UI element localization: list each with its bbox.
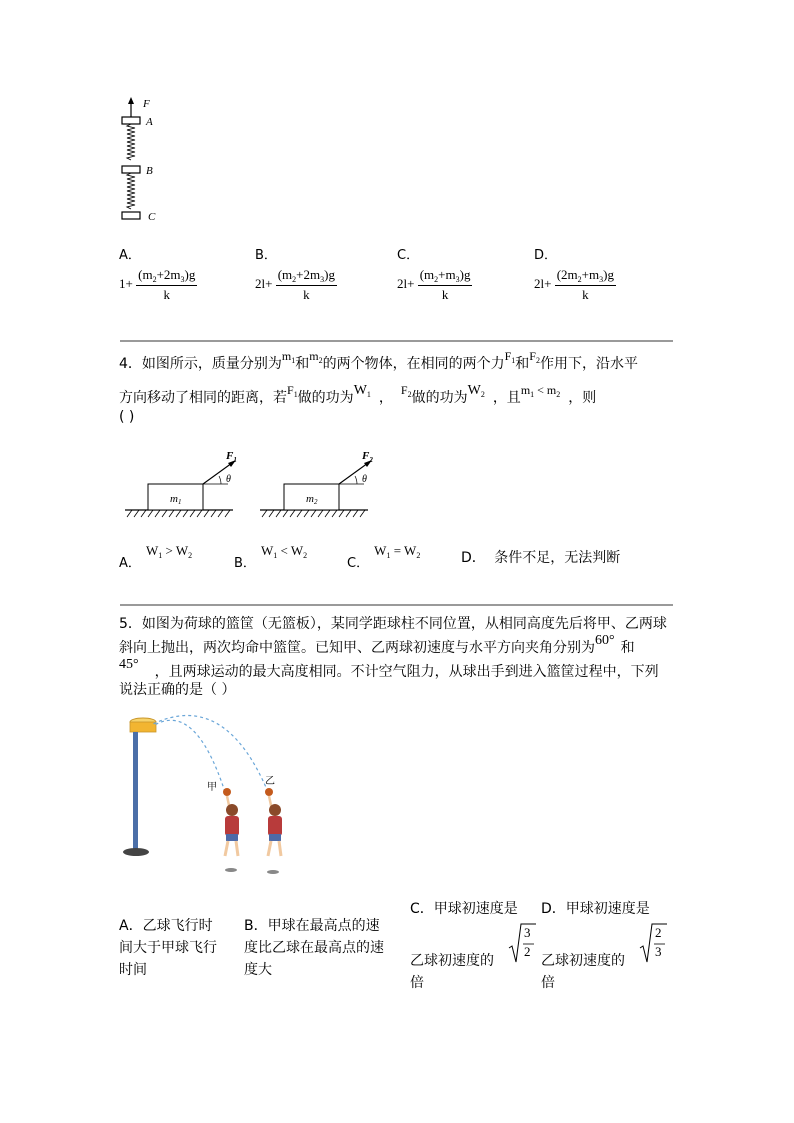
option-line: 乙球初速度的 (541, 953, 625, 969)
formula-prefix: 1+ (119, 275, 133, 291)
num-sub-a: 2 (152, 275, 157, 284)
q5-option-d[interactable] (541, 898, 676, 998)
q4-text: 的两个物体，在相同的两个力 (322, 356, 505, 372)
q4-text: 4．如图所示，质量分别为 (119, 356, 282, 372)
option-label: C． (347, 556, 370, 571)
q5-figure (115, 710, 305, 880)
q4-options (119, 540, 679, 572)
num-term-b: +m (438, 267, 456, 282)
sym-f1: F (504, 349, 512, 363)
q4-option-b[interactable] (234, 540, 308, 571)
num-sub-a: 2 (292, 275, 297, 284)
num-term-a: m (282, 267, 293, 282)
denominator: k (582, 287, 589, 302)
sym-w1: W (353, 383, 367, 398)
num-sub-b: 3 (455, 275, 460, 284)
q4-stem-line1 (119, 349, 638, 381)
opt-lhs-sub: 1 (386, 551, 391, 560)
num-sub-b: 3 (320, 275, 325, 284)
fig-m2: m (306, 493, 314, 505)
q4-text: 作用下，沿水平 (539, 356, 638, 372)
num-sub-b: 3 (599, 275, 604, 284)
option-line: B．甲球在最高点的速 (244, 918, 380, 934)
option-line: C．甲球初速度是 (410, 901, 518, 917)
sym-f1-sub: 1 (511, 356, 516, 365)
q3-option-a[interactable]: A． 1+ $\frac{(m_2+2m_3)g}{k}$ (119, 244, 197, 303)
rad-den: 2 (524, 944, 531, 959)
opt-lhs-sub: 1 (158, 551, 163, 560)
denominator: k (303, 287, 310, 302)
opt-lhs: W (146, 543, 159, 558)
option-line: 时间 (119, 962, 147, 978)
option-line: 乙球初速度的 (410, 953, 494, 969)
fig-m2-sub: 2 (313, 498, 318, 506)
sym-m1-sub: 1 (291, 356, 296, 365)
rad-num: 2 (655, 925, 662, 940)
fig-f1: F (226, 450, 234, 462)
num-sub-a: 2 (577, 275, 582, 284)
option-label: A． (119, 248, 141, 263)
opt-rhs-sub: 2 (188, 551, 193, 560)
sym-f2-sub: 2 (535, 356, 540, 365)
denominator: k (441, 287, 449, 302)
fig-m1-sub: 1 (177, 498, 182, 506)
label-force-f: F (143, 98, 150, 110)
sym-f1-sub: 1 (293, 390, 298, 399)
label-jia: 甲 (207, 782, 217, 793)
q4-text: ，则 (568, 390, 597, 406)
sym-f2: F (400, 383, 408, 397)
svg-text:F2 (361, 450, 373, 464)
spring-figure (110, 95, 180, 225)
option-label: D． (534, 248, 558, 263)
option-label: D． (461, 550, 486, 566)
sym-w2-sub: 2 (480, 390, 485, 399)
rad-num: 3 (524, 925, 531, 940)
option-line: 间大于甲球飞行 (119, 940, 217, 956)
opt-rhs-sub: 2 (416, 551, 421, 560)
sym-f2: F (529, 349, 536, 363)
q4-text: 做的功为 (297, 390, 354, 406)
num-term-a: m (424, 267, 435, 282)
opt-op: < W (277, 543, 304, 558)
angle-60: 60° (595, 633, 615, 648)
option-line: 度比乙球在最高点的速 (244, 940, 384, 956)
q4-text: 和 (515, 356, 530, 372)
radical-sign (508, 922, 536, 966)
label-c: C (148, 211, 156, 223)
formula-prefix: 2l+ (534, 275, 552, 291)
cond-sub2: 2 (556, 390, 561, 399)
q5-text: 斜向上抛出，两次均命中篮筐。已知甲、乙两球初速度与水平方向夹角分别为 (119, 640, 595, 656)
formula-prefix: 2l+ (255, 275, 273, 291)
q4-option-a[interactable] (119, 540, 193, 571)
q4-text: 做的功为 (411, 390, 468, 406)
opt-lhs-sub: 1 (273, 551, 278, 560)
option-line: A．乙球飞行时 (119, 918, 213, 934)
q5-option-b[interactable] (244, 915, 406, 981)
theta-label: θ (362, 474, 367, 485)
num-term-a: 2m (561, 267, 578, 282)
q5-stem-line4: 说法正确的是（ ） (119, 682, 236, 698)
q4-text: ， (378, 390, 393, 406)
radical-sign (639, 922, 667, 966)
divider-q4-q5 (120, 604, 673, 606)
q5-text: ，且两球运动的最大高度相同。不计空气阻力，从球出手到进入篮筐过程中，下列 (154, 664, 659, 680)
q5-option-c[interactable] (410, 898, 538, 998)
sym-w1-sub: 1 (366, 390, 371, 399)
theta-label: θ (226, 474, 231, 485)
sym-w2: W (467, 383, 481, 398)
fig-f2-sub: 2 (369, 456, 373, 464)
option-line: D．甲球初速度是 (541, 901, 650, 917)
q4-text: ，且 (492, 390, 521, 406)
num-term-a: m (142, 267, 153, 282)
angle-45: 45° (119, 657, 139, 672)
num-term-b: +2m (156, 267, 181, 282)
q4-stem-line3: ( ) (119, 409, 135, 425)
opt-lhs: W (374, 543, 387, 558)
option-text: 条件不足，无法判断 (494, 550, 621, 566)
q3-option-b[interactable]: B． 2l+ $\frac{(m_2+2m_3)g}{k}$ (255, 244, 337, 303)
cond-op: < m (534, 383, 557, 397)
opt-lhs: W (261, 543, 274, 558)
svg-text:F1 (225, 450, 237, 464)
q4-stem-line2 (119, 383, 597, 415)
num-sub-b: 3 (180, 275, 185, 284)
q5-stem-line2 (119, 633, 635, 661)
option-line: 度大 (244, 962, 272, 978)
q5-option-a[interactable] (119, 915, 237, 981)
option-label: B． (234, 556, 256, 571)
sym-m2: m (309, 349, 319, 363)
sym-f2-sub: 2 (407, 390, 412, 399)
sqrt-2-over-3 (639, 922, 667, 970)
opt-op: > W (162, 543, 189, 558)
option-line: 倍 (410, 975, 424, 991)
num-term-b: +m (581, 267, 600, 282)
fig-m1: m (170, 493, 178, 505)
sym-m2-sub: 2 (318, 356, 323, 365)
num-term-b: +2m (296, 267, 321, 282)
formula-prefix: 2l+ (397, 275, 415, 291)
option-label: B． (255, 248, 277, 263)
q5-text: 和 (620, 640, 635, 656)
q4-option-d[interactable] (461, 546, 620, 570)
rad-den: 3 (655, 944, 662, 959)
sqrt-3-over-2 (508, 922, 536, 970)
opt-op: = W (390, 543, 417, 558)
q4-figure (120, 445, 375, 520)
fig-f2: F (362, 450, 370, 462)
sym-m1: m (281, 349, 292, 363)
label-b: B (146, 165, 153, 177)
q4-text: 方向移动了相同的距离，若 (119, 390, 287, 406)
q3-options (119, 244, 679, 304)
q4-option-c[interactable] (347, 540, 421, 571)
fig-f1-sub: 1 (233, 456, 237, 464)
q3-option-d[interactable]: D． 2l+ $\frac{(2m_2+m_3)g}{k}$ (534, 244, 616, 303)
denominator: k (163, 287, 170, 302)
option-label: A． (119, 556, 141, 571)
label-a: A (146, 116, 153, 128)
cond-sub1: 1 (530, 390, 535, 399)
opt-rhs-sub: 2 (303, 551, 308, 560)
cond-m1: m (520, 383, 531, 397)
num-sub-a: 2 (434, 275, 439, 284)
divider-q3-q4 (120, 340, 673, 342)
q3-option-c[interactable]: C． 2l+ $\frac{(m_2+m_3)g}{k}$ (397, 244, 472, 303)
option-line: 倍 (541, 975, 555, 991)
sym-f1: F (287, 383, 294, 397)
label-yi: 乙 (265, 776, 275, 787)
q5-stem-line1: 5．如图为荷球的篮筐（无篮板），某同学距球柱不同位置，从相同高度先后将甲、乙两球 (119, 616, 667, 632)
q4-text: 和 (295, 356, 310, 372)
option-label: C． (397, 248, 420, 263)
